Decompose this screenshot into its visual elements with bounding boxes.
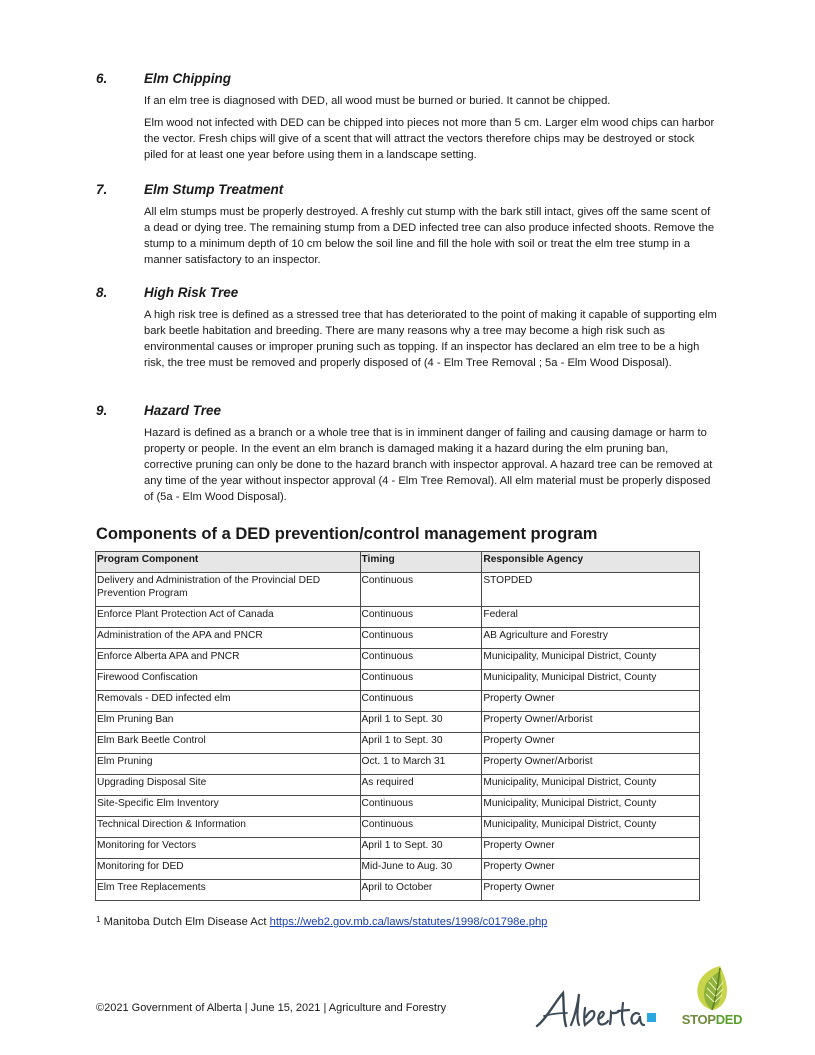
table-row bbox=[96, 607, 700, 628]
cell-component: Removals - DED infected elm bbox=[96, 691, 361, 712]
cell-component: Site-Specific Elm Inventory bbox=[96, 796, 361, 817]
stopded-wordmark-stop: STOP bbox=[681, 1012, 716, 1027]
cell-timing: April 1 to Sept. 30 bbox=[360, 712, 482, 733]
section-number: 6. bbox=[96, 71, 108, 86]
cell-agency: Municipality, Municipal District, County bbox=[482, 649, 700, 670]
table-row bbox=[96, 838, 700, 859]
column-header-timing: Timing bbox=[360, 552, 482, 573]
column-header-responsible-agency: Responsible Agency bbox=[482, 552, 700, 573]
table-row bbox=[96, 775, 700, 796]
cell-agency: Property Owner bbox=[482, 859, 700, 880]
paragraph: Hazard is defined as a branch or a whole tree that is in imminent danger of failing and causing damage or harm to property or people. In the event an elm branch is damaged making it a hazard during the elm pruning ban, corrective pruning can only be done to the hazard branch with inspector approval. A hazard tree can be removed at any time of the year without inspector approval (4 - Elm Tree Removal). All elm material must be properly disposed of (5a - Elm Wood Disposal). bbox=[144, 427, 713, 503]
cell-component: Enforce Alberta APA and PNCR bbox=[96, 649, 361, 670]
paragraph: A high risk tree is defined as a stressed tree that has deteriorated to the point of making it capable of supporting elm bark beetle habitation and breeding. There are many reasons why a tree may become a high risk such as environmental causes or improper pruning such as topping. If an inspector has declared an elm tree to be a high risk, the tree must be removed and properly disposed of (4 - Elm Tree Removal ; 5a - Elm Wood Disposal). bbox=[144, 309, 717, 369]
cell-agency: Property Owner bbox=[482, 838, 700, 859]
section-elm-chipping bbox=[96, 71, 718, 163]
column-header-program-component: Program Component bbox=[96, 552, 361, 573]
stopded-wordmark-ded: DED bbox=[715, 1012, 743, 1027]
table-row bbox=[96, 817, 700, 838]
cell-timing: Continuous bbox=[360, 817, 482, 838]
cell-component: Elm Bark Beetle Control bbox=[96, 733, 361, 754]
cell-agency: Municipality, Municipal District, County bbox=[482, 670, 700, 691]
section-title: Elm Stump Treatment bbox=[144, 182, 284, 197]
table-row bbox=[96, 733, 700, 754]
cell-timing: Continuous bbox=[360, 670, 482, 691]
cell-agency: Property Owner/Arborist bbox=[482, 712, 700, 733]
section-heading bbox=[96, 182, 718, 198]
section-hazard-tree bbox=[96, 403, 718, 505]
cell-timing: April 1 to Sept. 30 bbox=[360, 838, 482, 859]
section-title: Elm Chipping bbox=[144, 71, 231, 86]
paragraph: If an elm tree is diagnosed with DED, all wood must be burned or buried. It cannot be chipped. bbox=[144, 95, 611, 107]
section-heading bbox=[96, 285, 718, 301]
cell-component: Elm Tree Replacements bbox=[96, 880, 361, 901]
section-title: High Risk Tree bbox=[144, 285, 239, 300]
program-components-table bbox=[95, 551, 700, 901]
section-number: 7. bbox=[96, 182, 108, 197]
table-row bbox=[96, 628, 700, 649]
cell-timing: Continuous bbox=[360, 649, 482, 670]
cell-agency: Municipality, Municipal District, County bbox=[482, 817, 700, 838]
cell-timing: As required bbox=[360, 775, 482, 796]
cell-component: Delivery and Administration of the Provincial DED Prevention Program bbox=[96, 573, 361, 607]
table-row bbox=[96, 796, 700, 817]
cell-agency: AB Agriculture and Forestry bbox=[482, 628, 700, 649]
stopded-logo bbox=[676, 964, 748, 1030]
alberta-wordmark-icon bbox=[533, 988, 658, 1030]
cell-timing: Continuous bbox=[360, 628, 482, 649]
cell-timing: Continuous bbox=[360, 691, 482, 712]
cell-component: Technical Direction & Information bbox=[96, 817, 361, 838]
table-row bbox=[96, 754, 700, 775]
table-row bbox=[96, 859, 700, 880]
table-row bbox=[96, 649, 700, 670]
section-heading bbox=[96, 403, 718, 419]
section-heading bbox=[96, 71, 718, 87]
footnote bbox=[96, 916, 547, 928]
elm-leaf-icon bbox=[676, 964, 748, 1012]
cell-agency: Property Owner/Arborist bbox=[482, 754, 700, 775]
table-row bbox=[96, 573, 700, 607]
table-row bbox=[96, 670, 700, 691]
section-elm-stump-treatment bbox=[96, 182, 718, 268]
cell-component: Firewood Confiscation bbox=[96, 670, 361, 691]
footnote-marker: 1 bbox=[96, 915, 101, 924]
table-row bbox=[96, 712, 700, 733]
cell-component: Elm Pruning bbox=[96, 754, 361, 775]
footnote-text: Manitoba Dutch Elm Disease Act bbox=[103, 916, 267, 928]
cell-component: Upgrading Disposal Site bbox=[96, 775, 361, 796]
cell-agency: Federal bbox=[482, 607, 700, 628]
section-number: 9. bbox=[96, 403, 108, 418]
cell-timing: April to October bbox=[360, 880, 482, 901]
table-header-row bbox=[96, 552, 700, 573]
cell-timing: Mid-June to Aug. 30 bbox=[360, 859, 482, 880]
cell-agency: Municipality, Municipal District, County bbox=[482, 796, 700, 817]
section-number: 8. bbox=[96, 285, 108, 300]
cell-agency: Property Owner bbox=[482, 691, 700, 712]
footnote-link[interactable]: https://web2.gov.mb.ca/laws/statutes/1998/c01798e.php bbox=[269, 916, 548, 928]
cell-component: Monitoring for DED bbox=[96, 859, 361, 880]
cell-component: Monitoring for Vectors bbox=[96, 838, 361, 859]
table-row bbox=[96, 691, 700, 712]
paragraph: All elm stumps must be properly destroyed. A freshly cut stump with the bark still intact, gives off the same scent of a dead or dying tree. The remaining stump from a DED infected tree can also produce infected shoots. Remove the stump to a minimum depth of 10 cm below the soil line and fill the hole with soil or treat the elm tree stump in a manner satisfactory to an inspector. bbox=[144, 206, 715, 266]
cell-timing: Continuous bbox=[360, 573, 482, 607]
section-high-risk-tree bbox=[96, 285, 718, 371]
cell-timing: Continuous bbox=[360, 796, 482, 817]
cell-agency: Property Owner bbox=[482, 880, 700, 901]
components-heading: Components of a DED prevention/control management program bbox=[96, 525, 598, 543]
cell-agency: Property Owner bbox=[482, 733, 700, 754]
table-row bbox=[96, 880, 700, 901]
cell-component: Administration of the APA and PNCR bbox=[96, 628, 361, 649]
cell-timing: April 1 to Sept. 30 bbox=[360, 733, 482, 754]
cell-timing: Oct. 1 to March 31 bbox=[360, 754, 482, 775]
page-footer: ©2021 Government of Alberta | June 15, 2021 | Agriculture and Forestry bbox=[96, 1002, 447, 1014]
cell-component: Enforce Plant Protection Act of Canada bbox=[96, 607, 361, 628]
cell-agency: STOPDED bbox=[482, 573, 700, 607]
alberta-logo bbox=[533, 988, 658, 1030]
cell-agency: Municipality, Municipal District, County bbox=[482, 775, 700, 796]
section-title: Hazard Tree bbox=[144, 403, 222, 418]
cell-component: Elm Pruning Ban bbox=[96, 712, 361, 733]
cell-timing: Continuous bbox=[360, 607, 482, 628]
stopded-wordmark bbox=[676, 1012, 748, 1027]
paragraph: Elm wood not infected with DED can be chipped into pieces not more than 5 cm. Larger elm wood chips can harbor the vector. Fresh chips will give of a scent that will attract the vectors therefore chips may be destroyed or stock piled for at least one year before using them in a landscape setting. bbox=[144, 117, 715, 161]
